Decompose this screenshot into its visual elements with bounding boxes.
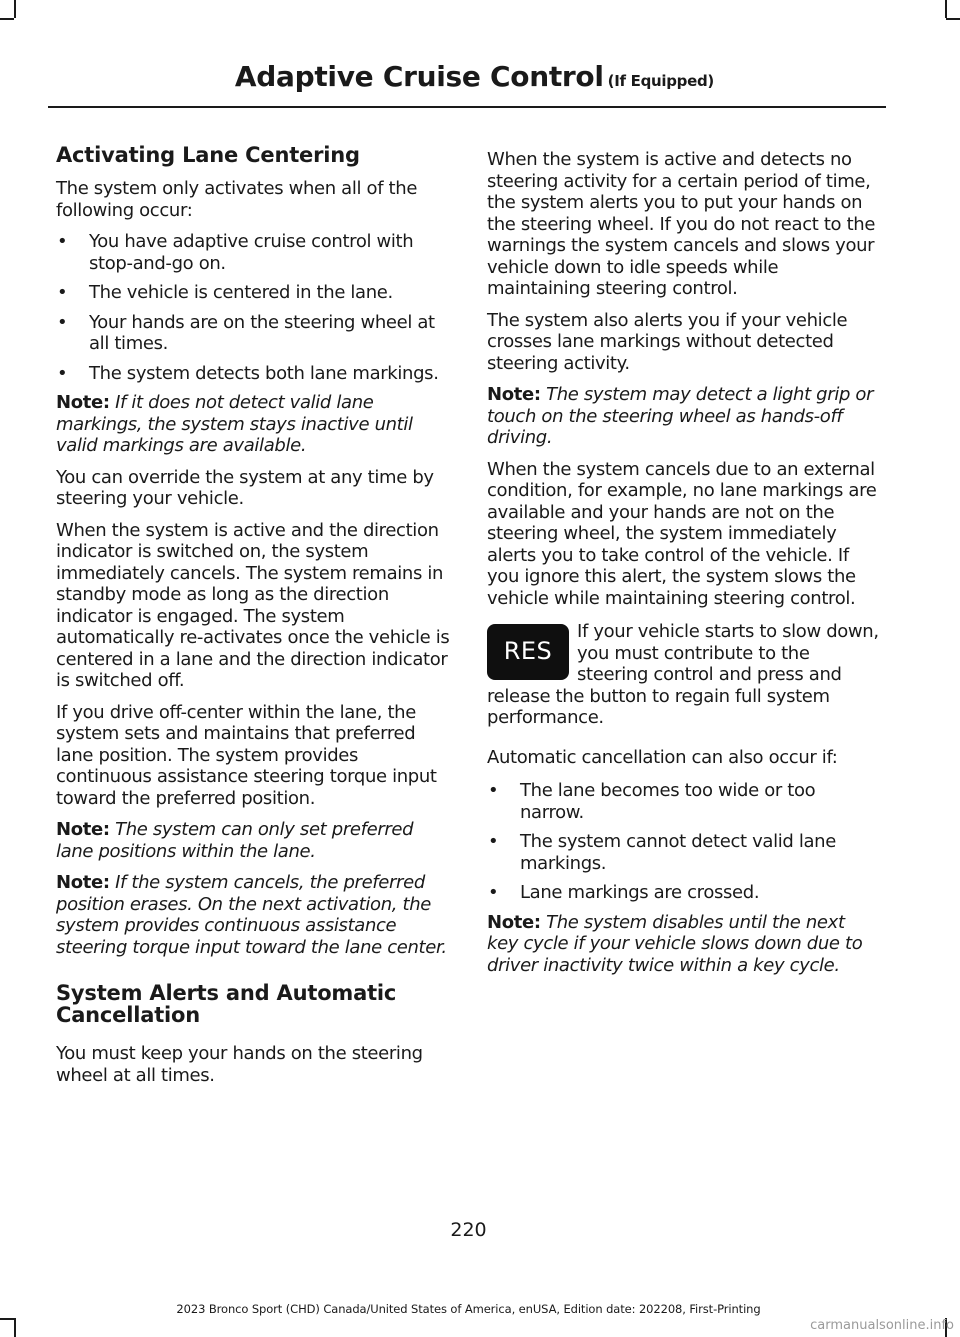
page-number: 220 xyxy=(450,1219,487,1241)
paragraph: The system also alerts you if your vehicle crosses lane markings without detected steering activity. xyxy=(487,309,848,374)
paragraph: If your vehicle starts to slow down, you must contribute to the steering control and press and release the button to regain full system performance. xyxy=(487,621,879,728)
crop-mark xyxy=(0,1318,14,1320)
bullet: • xyxy=(57,282,68,303)
paragraph: You must keep your hands on the steering wheel at all times. xyxy=(56,1043,423,1086)
footer-edition: 2023 Bronco Sport (CHD) Canada/United States of America, enUSA, Edition date: 202208, First-Printing xyxy=(176,1302,761,1316)
list-item-text: Lane markings are crossed. xyxy=(520,882,760,903)
bullet: • xyxy=(57,362,68,384)
paragraph: Automatic cancellation can also occur if: xyxy=(487,746,838,768)
list-item xyxy=(56,312,450,355)
right-column xyxy=(487,149,881,986)
list-item xyxy=(56,282,450,304)
list-item-text: The vehicle is centered in the lane. xyxy=(89,282,393,303)
note xyxy=(56,872,450,958)
section-heading-system-alerts: System Alerts and Automatic Cancellation xyxy=(56,981,397,1027)
note-label: Note: xyxy=(56,392,110,413)
note-text: If it does not detect valid lane markings, the system stays inactive until valid markings are available. xyxy=(56,392,413,456)
note-text: If the system cancels, the preferred position erases. On the next activation, the system provides continuous assistance steering torque input toward the lane center. xyxy=(56,872,447,958)
crop-mark xyxy=(945,0,947,18)
crop-mark xyxy=(946,18,960,20)
res-button-instruction xyxy=(487,621,881,729)
paragraph: If you drive off-center within the lane, the system sets and maintains that preferred lane position. The system provides continuous assistance steering torque input toward the preferred position. xyxy=(56,701,437,809)
list-item-text: Your hands are on the steering wheel at all times. xyxy=(89,311,435,354)
list-item xyxy=(56,231,450,274)
bullet: • xyxy=(488,831,499,852)
note-text: The system can only set preferred lane positions within the lane. xyxy=(56,819,414,862)
bullet: • xyxy=(488,882,499,903)
paragraph: You can override the system at any time by steering your vehicle. xyxy=(56,466,434,509)
bullet: • xyxy=(57,311,68,333)
crop-mark xyxy=(0,18,14,20)
paragraph: When the system cancels due to an external condition, for example, no lane markings are available and your hands are not on the steering wheel, the system immediately alerts you to take control of the vehicle. If you ignore this alert, the system slows the vehicle while maintaining steering control. xyxy=(487,458,877,609)
list-item xyxy=(487,882,881,904)
bullet: • xyxy=(488,780,499,801)
note-label: Note: xyxy=(487,384,541,405)
note xyxy=(56,392,450,457)
note-label: Note: xyxy=(487,911,541,933)
note xyxy=(487,384,881,449)
section-heading-lane-centering: Activating Lane Centering xyxy=(56,143,360,167)
note-text: The system may detect a light grip or touch on the steering wheel as hands-off driving. xyxy=(487,384,874,448)
paragraph: When the system is active and detects no steering activity for a certain period of time, the system alerts you to put your hands on the steering wheel. If you do not react to the warnings the system cancels and slows your vehicle down to idle speeds while maintaining steering control. xyxy=(487,149,876,299)
crop-mark xyxy=(14,1318,16,1337)
list-item xyxy=(56,363,450,385)
list-item-text: You have adaptive cruise control with stop-and-go on. xyxy=(89,231,414,274)
list-item-text: The system cannot detect valid lane markings. xyxy=(520,831,836,874)
paragraph: The system only activates when all of the following occur: xyxy=(56,178,418,221)
bullet-list xyxy=(487,780,881,904)
note-text: The system disables until the next key cycle if your vehicle slows down due to driver inactivity twice within a key cycle. xyxy=(487,911,863,976)
watermark: carmanualsonline.info xyxy=(810,1318,954,1333)
list-item xyxy=(487,780,881,823)
list-item-text: The system detects both lane markings. xyxy=(89,362,439,384)
header-rule xyxy=(48,106,886,108)
page-header xyxy=(235,60,714,93)
note xyxy=(56,819,450,862)
paragraph: When the system is active and the direction indicator is switched on, the system immediately cancels. The system remains in standby mode as long as the direction indicator is engaged. The system automatically re-activates once the vehicle is centered in a lane and the direction indicator is switched off. xyxy=(56,519,450,691)
note-label: Note: xyxy=(56,819,110,840)
note-label: Note: xyxy=(56,872,110,893)
left-column xyxy=(56,144,450,1096)
header-title: Adaptive Cruise Control xyxy=(234,60,604,93)
list-item xyxy=(487,831,881,874)
bullet: • xyxy=(57,231,68,252)
header-subtitle: (If Equipped) xyxy=(607,72,714,90)
res-button-icon: RES xyxy=(487,624,569,680)
note xyxy=(487,912,881,977)
bullet-list xyxy=(56,231,450,384)
crop-mark xyxy=(14,0,16,18)
list-item-text: The lane becomes too wide or too narrow. xyxy=(520,780,816,823)
